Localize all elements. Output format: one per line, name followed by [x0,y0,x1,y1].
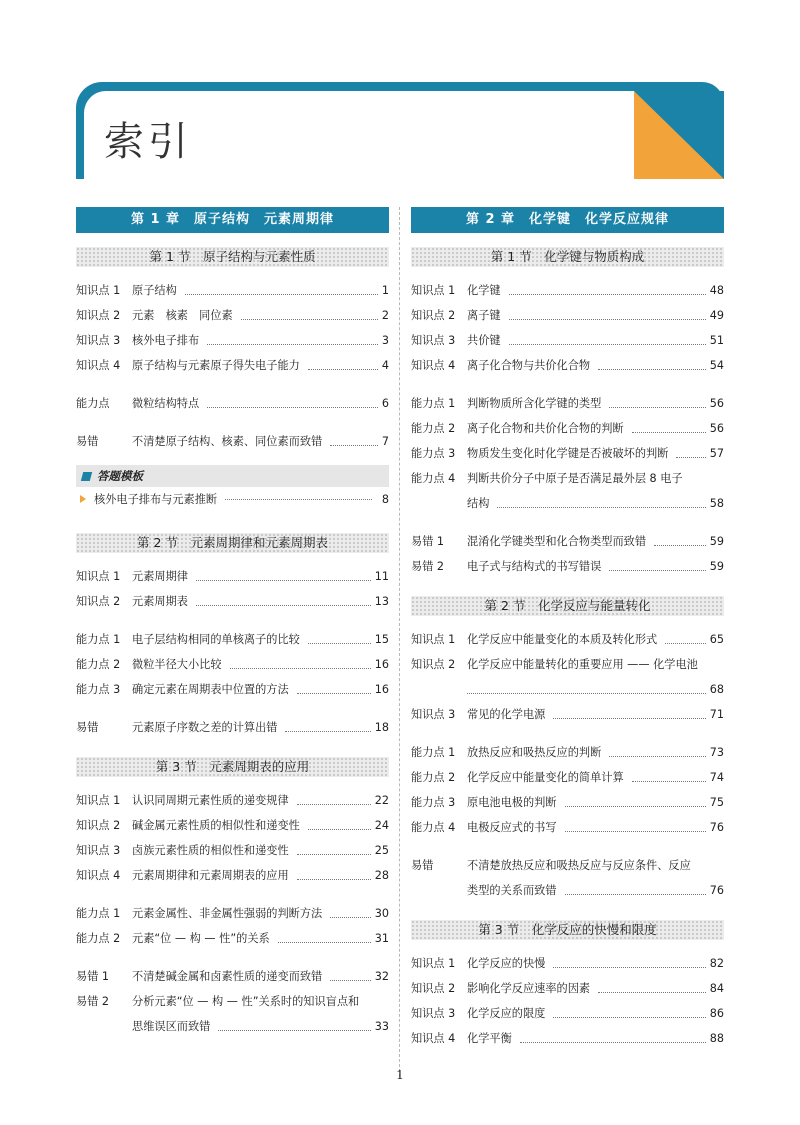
entry-text: 原子结构与元素原子得失电子能力 [132,359,300,372]
entry-page: 13 [374,595,389,608]
entry-text: 离子化合物与共价化合物 [467,359,591,372]
entry-label: 知识点 4 [76,869,121,882]
index-entry[interactable] [76,896,389,921]
index-entry[interactable] [411,386,724,411]
leader-dots [308,369,378,370]
entry-label: 能力点 1 [76,907,121,920]
answer-template-box [76,465,389,511]
entry-text: 原子结构 [132,284,177,297]
entry-text: 分析元素“位 — 构 — 性”关系时的知识盲点和 [132,995,360,1008]
entry-label: 知识点 1 [76,284,121,297]
leader-dots [665,643,706,644]
entry-page: 54 [709,359,724,372]
left-column [76,207,389,1034]
leader-dots [598,369,706,370]
index-entry[interactable] [76,783,389,808]
page-title: 索引 [104,119,192,165]
entry-text: 判断物质所含化学键的类型 [467,397,602,410]
leader-dots [330,445,378,446]
entry-text: 确定元素在周期表中位置的方法 [132,683,289,696]
entry-page: 16 [374,658,389,671]
index-entry[interactable] [411,996,724,1021]
entry-label: 知识点 1 [76,794,121,807]
entry-text: 常见的化学电源 [467,708,546,721]
entry-page: 75 [709,796,724,809]
entry-label: 能力点 1 [411,746,456,759]
entry-label: 能力点 4 [411,821,456,834]
entry-text: 元素周期律 [132,570,188,583]
entry-text: 核外电子排布与元素推断 [94,493,218,506]
answer-template-heading [76,465,389,487]
entry-page: 32 [374,970,389,983]
leader-dots [308,643,371,644]
chapter-heading: 第 1 章 原子结构 元素周期律 [76,207,389,233]
entry-page: 68 [709,683,724,696]
entry-page: 4 [381,359,389,372]
entry-label: 知识点 2 [411,309,456,322]
entry-text: 类型的关系而致错 [467,884,557,897]
entry-text: 元素金属性、非金属性强弱的判断方法 [132,907,323,920]
entry-text: 核外电子排布 [132,334,200,347]
leader-dots [230,668,371,669]
entry-page: 31 [374,932,389,945]
index-entry[interactable] [76,622,389,647]
index-entry[interactable] [76,833,389,858]
index-entry[interactable] [76,672,389,697]
index-entry[interactable] [76,298,389,323]
entry-page: 15 [374,633,389,646]
entry-text: 元素周期律和元素周期表的应用 [132,869,289,882]
leader-dots [509,344,706,345]
entry-text: 化学平衡 [467,1032,512,1045]
entry-label: 知识点 2 [411,658,456,671]
index-entry[interactable] [76,808,389,833]
section-heading: 第 3 节 元素周期表的应用 [76,757,389,777]
entry-text: 元素周期表 [132,595,188,608]
leader-dots [285,731,370,732]
entry-label: 能力点 3 [411,447,456,460]
entry-text: 电极反应式的书写 [467,821,557,834]
leader-dots [278,942,371,943]
leader-dots [297,854,371,855]
entry-text: 化学反应中能量转化的重要应用 —— 化学电池 [467,658,698,671]
entry-page: 6 [381,397,389,410]
entry-text: 化学反应中能量变化的本质及转化形式 [467,633,658,646]
entry-text: 放热反应和吸热反应的判断 [467,746,602,759]
leader-dots [565,806,706,807]
entry-page: 1 [381,284,389,297]
entry-label: 知识点 2 [76,819,121,832]
entry-label: 知识点 4 [411,359,456,372]
index-entry[interactable] [76,921,389,946]
entry-text: 电子层结构相同的单核离子的比较 [132,633,300,646]
index-entry[interactable] [76,559,389,584]
entry-label: 知识点 3 [76,334,121,347]
entry-text: 化学反应中能量变化的简单计算 [467,771,624,784]
index-entry[interactable] [76,273,389,298]
entry-label: 能力点 2 [411,771,456,784]
index-entry-continuation[interactable] [411,672,724,697]
entry-text: 离子键 [467,309,501,322]
section-heading: 第 1 节 原子结构与元素性质 [76,247,389,267]
leader-dots [553,967,705,968]
entry-page: 25 [374,844,389,857]
leader-dots [297,693,371,694]
index-entry[interactable] [411,622,724,647]
entry-label: 知识点 2 [76,309,121,322]
leader-dots [207,344,378,345]
index-entry-continuation[interactable] [411,873,724,898]
entry-label: 能力点 2 [76,658,121,671]
entry-text: 认识同周期元素性质的递变规律 [132,794,289,807]
leader-dots [565,894,706,895]
leader-dots [609,570,705,571]
entry-label: 易错 [76,721,99,734]
entry-text: 元素 核素 同位素 [132,309,233,322]
section-heading: 第 2 节 化学反应与能量转化 [411,596,724,616]
entry-page: 56 [709,397,724,410]
entry-text: 不清楚放热反应和吸热反应与反应条件、反应 [467,859,691,872]
entry-text: 不清楚碱金属和卤素性质的递变而致错 [132,970,323,983]
index-entry[interactable] [76,348,389,373]
index-entry[interactable] [411,436,724,461]
entry-text: 原电池电极的判断 [467,796,557,809]
entry-text: 化学反应的限度 [467,1007,546,1020]
entry-page: 76 [709,821,724,834]
entry-label: 知识点 1 [411,284,456,297]
page-number: 1 [396,1068,404,1082]
entry-page: 57 [709,447,724,460]
entry-page: 59 [709,560,724,573]
leader-dots [509,294,706,295]
leader-dots [196,580,371,581]
entry-text: 微粒结构特点 [132,397,200,410]
leader-dots [241,319,378,320]
entry-page: 74 [709,771,724,784]
entry-page: 82 [709,957,724,970]
entry-page: 8 [381,492,389,506]
template-title: 答题模板 [97,469,143,483]
banner-corner-decoration [634,91,724,179]
entry-text: 元素原子序数之差的计算出错 [132,721,278,734]
entry-page: 7 [381,435,389,448]
leader-dots [225,499,372,500]
entry-page: 65 [709,633,724,646]
leader-dots [330,917,371,918]
leader-dots [297,879,371,880]
column-divider [399,207,400,1077]
index-entry[interactable] [76,584,389,609]
entry-label: 知识点 2 [411,982,456,995]
leader-dots [553,1017,705,1018]
entry-label: 能力点 3 [411,796,456,809]
entry-text: 混淆化学键类型和化合物类型而致错 [467,535,647,548]
index-entry-continuation[interactable] [411,486,724,511]
entry-label: 知识点 1 [411,957,456,970]
entry-text: 不清楚原子结构、核素、同位素而致错 [132,435,323,448]
entry-page: 28 [374,869,389,882]
entry-label: 易错 1 [76,970,110,983]
section-heading: 第 3 节 化学反应的快慢和限度 [411,920,724,940]
leader-dots [308,829,371,830]
entry-label: 知识点 4 [76,359,121,372]
index-entry[interactable] [411,697,724,722]
entry-text: 离子化合物和共价化合物的判断 [467,422,624,435]
entry-text: 碱金属元素性质的相似性和递变性 [132,819,300,832]
entry-text: 化学键 [467,284,501,297]
entry-page: 33 [374,1020,389,1033]
leader-dots [654,545,706,546]
entry-page: 86 [709,1007,724,1020]
leader-dots [297,804,371,805]
index-entry[interactable] [76,858,389,883]
chapter-heading: 第 2 章 化学键 化学反应规律 [411,207,724,233]
entry-text: 物质发生变化时化学键是否被破坏的判断 [467,447,669,460]
entry-page: 2 [381,309,389,322]
entry-text: 元素“位 — 构 — 性”的关系 [132,932,270,945]
index-entry[interactable] [411,549,724,574]
entry-label: 能力点 1 [411,397,456,410]
leader-dots [553,718,705,719]
index-entry[interactable] [76,424,389,449]
entry-text: 影响化学反应速率的因素 [467,982,591,995]
index-entry[interactable] [411,647,724,672]
leader-dots [520,1042,706,1043]
leader-dots [676,457,705,458]
index-entry[interactable] [76,984,389,1009]
leader-dots [598,992,706,993]
leader-dots [609,407,705,408]
leader-dots [509,319,706,320]
entry-page: 24 [374,819,389,832]
entry-label: 知识点 2 [76,595,121,608]
entry-page: 22 [374,794,389,807]
entry-text: 共价键 [467,334,501,347]
entry-label: 能力点 4 [411,472,456,485]
leader-dots [565,831,706,832]
entry-page: 73 [709,746,724,759]
entry-label: 知识点 4 [411,1032,456,1045]
entry-page: 58 [709,497,724,510]
leader-dots [185,294,378,295]
triangle-bullet-icon [80,495,86,503]
template-entry[interactable] [76,487,389,511]
index-entry[interactable] [411,298,724,323]
leader-dots [467,693,706,694]
index-entry[interactable] [76,323,389,348]
leader-dots [632,432,706,433]
entry-label: 能力点 2 [411,422,456,435]
index-entry[interactable] [411,760,724,785]
entry-page: 71 [709,708,724,721]
entry-label: 知识点 1 [76,570,121,583]
entry-page: 59 [709,535,724,548]
entry-label: 能力点 2 [76,932,121,945]
index-entry[interactable] [76,647,389,672]
section-heading: 第 2 节 元素周期律和元素周期表 [76,533,389,553]
entry-page: 56 [709,422,724,435]
index-entry-continuation[interactable] [76,1009,389,1034]
index-entry[interactable] [76,386,389,411]
entry-label: 易错 2 [411,560,445,573]
index-entry[interactable] [411,411,724,436]
header-banner [76,82,724,179]
leader-dots [330,980,371,981]
index-entry[interactable] [411,785,724,810]
index-entry[interactable] [411,348,724,373]
leader-dots [632,781,706,782]
entry-page: 88 [709,1032,724,1045]
entry-text: 卤族元素性质的相似性和递变性 [132,844,289,857]
index-entry[interactable] [411,524,724,549]
entry-label: 知识点 1 [411,633,456,646]
entry-text: 判断共价分子中原子是否满足最外层 8 电子 [467,472,683,485]
entry-label: 能力点 3 [76,683,121,696]
entry-text: 化学反应的快慢 [467,957,546,970]
entry-label: 能力点 [76,397,110,410]
template-marker-icon [81,472,92,481]
entry-page: 18 [374,721,389,734]
entry-page: 30 [374,907,389,920]
leader-dots [497,507,705,508]
index-entry[interactable] [411,810,724,835]
index-entry[interactable] [411,946,724,971]
entry-label: 能力点 1 [76,633,121,646]
leader-dots [207,407,378,408]
entry-page: 16 [374,683,389,696]
entry-text: 电子式与结构式的书写错误 [467,560,602,573]
entry-page: 76 [709,884,724,897]
entry-label: 易错 [411,859,434,872]
index-entry[interactable] [411,848,724,873]
entry-label: 知识点 3 [76,844,121,857]
entry-label: 知识点 3 [411,334,456,347]
leader-dots [218,1030,370,1031]
entry-label: 易错 1 [411,535,445,548]
index-entry[interactable] [76,710,389,735]
entry-text: 思维误区而致错 [132,1020,211,1033]
index-entry[interactable] [411,323,724,348]
leader-dots [196,605,371,606]
index-entry[interactable] [76,959,389,984]
entry-page: 49 [709,309,724,322]
entry-label: 易错 2 [76,995,110,1008]
index-entry[interactable] [411,273,724,298]
entry-text: 结构 [467,497,490,510]
entry-page: 48 [709,284,724,297]
index-entry[interactable] [411,971,724,996]
section-heading: 第 1 节 化学键与物质构成 [411,247,724,267]
entry-page: 51 [709,334,724,347]
leader-dots [609,756,705,757]
entry-label: 知识点 3 [411,1007,456,1020]
entry-text: 微粒半径大小比较 [132,658,222,671]
entry-label: 知识点 3 [411,708,456,721]
entry-label: 易错 [76,435,99,448]
right-column [411,207,724,1046]
entry-page: 11 [374,570,389,583]
index-entry[interactable] [411,1021,724,1046]
entry-page: 84 [709,982,724,995]
index-entry[interactable] [411,735,724,760]
entry-page: 3 [381,334,389,347]
index-entry[interactable] [411,461,724,486]
